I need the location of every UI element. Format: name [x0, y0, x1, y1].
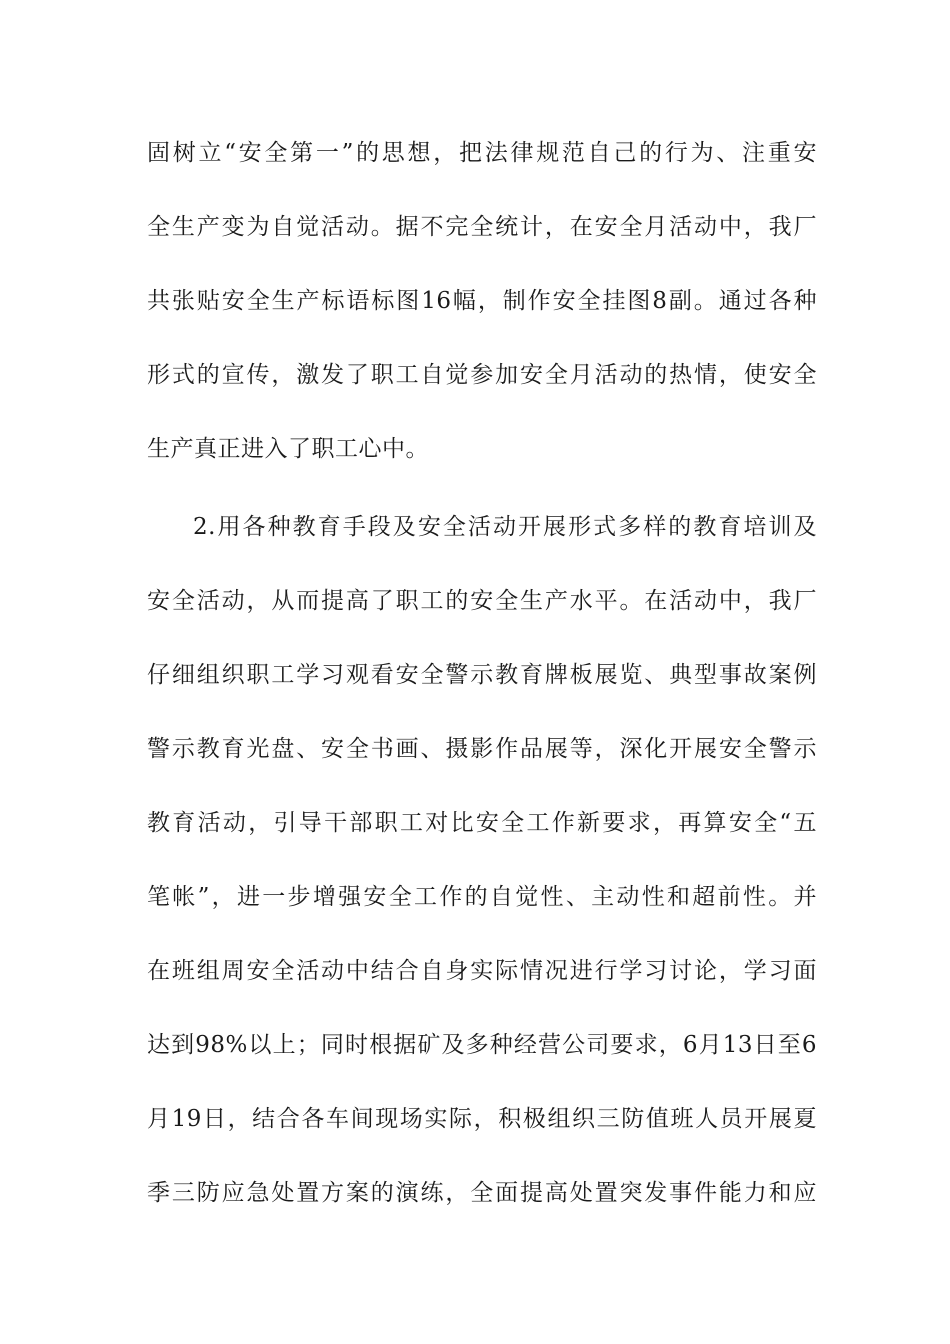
paragraph-2-line-2: 安全活动，从而提高了职工的安全生产水平。在活动中，我厂: [147, 588, 817, 614]
paragraph-1-line-4: 形式的宣传，激发了职工自觉参加安全月活动的热情，使安全: [147, 362, 817, 388]
paragraph-1-line-3: 共张贴安全生产标语标图16幅，制作安全挂图8副。通过各种: [147, 288, 817, 314]
paragraph-1-line-2: 全生产变为自觉活动。据不完全统计，在安全月活动中，我厂: [147, 214, 817, 240]
paragraph-2-line-10: 季三防应急处置方案的演练，全面提高处置突发事件能力和应: [147, 1180, 817, 1206]
paragraph-2-line-1: 2.用各种教育手段及安全活动开展形式多样的教育培训及: [193, 514, 817, 540]
paragraph-1-line-5: 生产真正进入了职工心中。: [147, 436, 429, 462]
paragraph-2-line-7: 在班组周安全活动中结合自身实际情况进行学习讨论，学习面: [147, 958, 817, 984]
paragraph-2-line-4: 警示教育光盘、安全书画、摄影作品展等，深化开展安全警示: [147, 736, 817, 762]
paragraph-2-line-3: 仔细组织职工学习观看安全警示教育牌板展览、典型事故案例: [147, 662, 817, 688]
paragraph-2-line-8: 达到98%以上；同时根据矿及多种经营公司要求，6月13日至6: [147, 1032, 817, 1058]
paragraph-2-line-9: 月19日，结合各车间现场实际，积极组织三防值班人员开展夏: [147, 1106, 817, 1132]
paragraph-2-line-6: 笔帐”，进一步增强安全工作的自觉性、主动性和超前性。并: [147, 884, 817, 910]
paragraph-1-line-1: 固树立“安全第一”的思想，把法律规范自己的行为、注重安: [147, 140, 817, 166]
paragraph-2-line-5: 教育活动，引导干部职工对比安全工作新要求，再算安全“五: [147, 810, 817, 836]
